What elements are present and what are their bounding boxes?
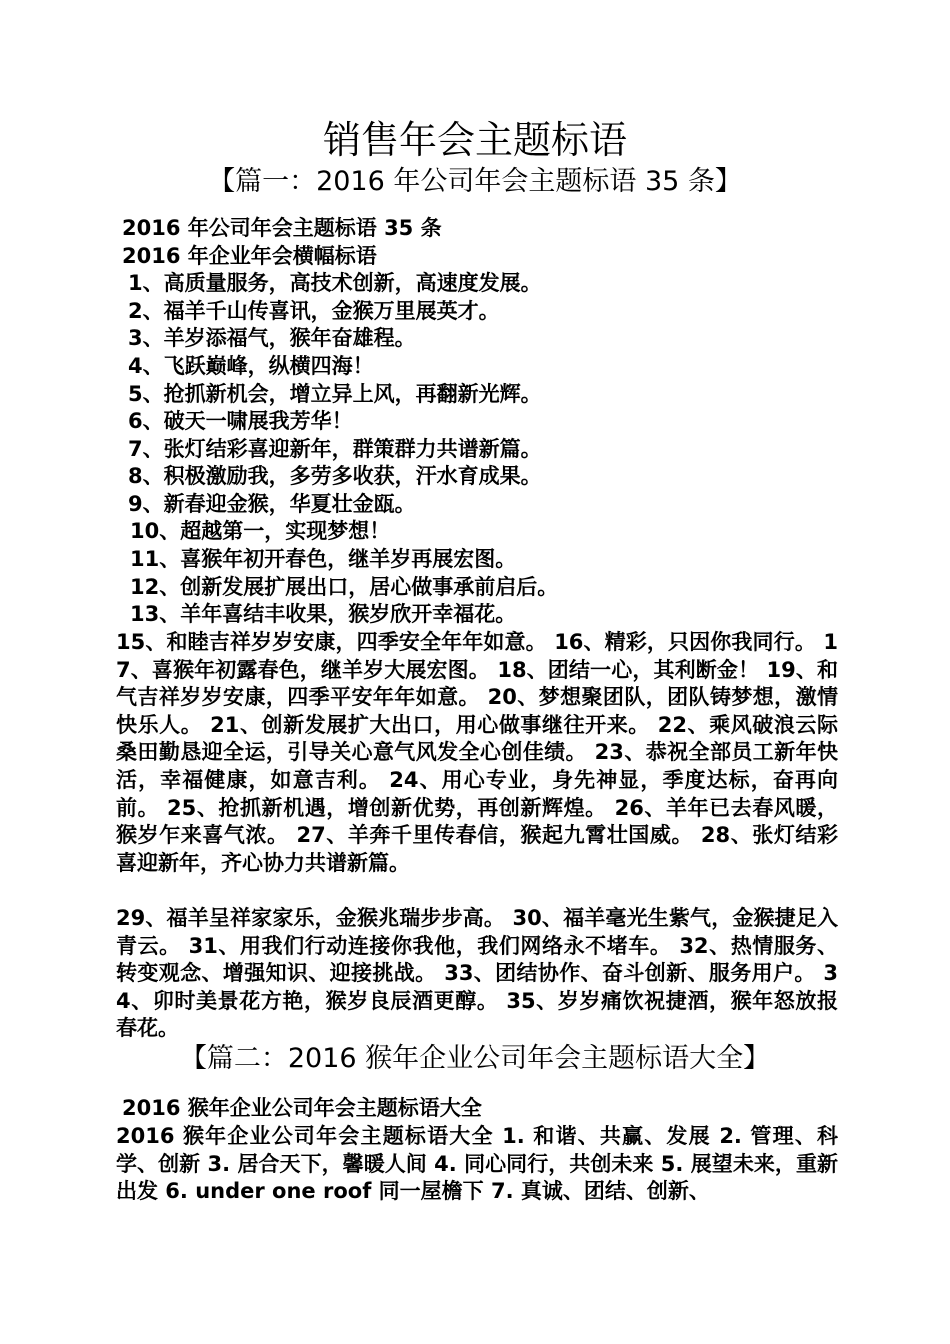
list-item: 12、创新发展扩展出口，居心做事承前启后。 [130, 575, 559, 599]
part2-subtitle: 2016 猴年企业公司年会主题标语大全 [122, 1096, 482, 1120]
paragraph-text: 2016 猴年企业公司年会主题标语大全 1. 和谐、共赢、发展 2. 管理、科学、创新 3. 居合天下，馨暖人间 4. 同心同行，共创未来 5. 展望未来，重新出发 6. under one roof 同一屋檐下 7. 真诚、团结、创新、 [116, 1124, 838, 1204]
slogan-paragraph [116, 629, 838, 877]
list-item: 5、抢抓新机会，增立异上风，再翻新光辉。 [128, 382, 542, 406]
part1-banner-heading: 2016 年企业年会横幅标语 [122, 244, 377, 268]
list-item: 1、高质量服务，高技术创新，高速度发展。 [128, 271, 542, 295]
list-item: 11、喜猴年初开春色，继羊岁再展宏图。 [130, 547, 517, 571]
list-item: 9、新春迎金猴，华夏壮金瓯。 [128, 492, 416, 516]
list-item: 13、羊年喜结丰收果，猴岁欣开幸福花。 [130, 602, 517, 626]
list-item: 10、超越第一，实现梦想！ [130, 519, 391, 543]
part2-heading: 【篇二：2016 猴年企业公司年会主题标语大全】 [179, 1043, 771, 1074]
list-item: 4、飞跃巅峰，纵横四海！ [128, 354, 374, 378]
paragraph-text: 15、和睦吉祥岁岁安康，四季安全年年如意。 16、精彩，只因你我同行。 17、喜猴年初露春色，继羊岁大展宏图。 18、团结一心，其利断金！ 19、和气吉祥岁岁安康，四季平安年年如意。 20、梦想聚团队，团队铸梦想，激情快乐人。 21、创新发展扩大出口，用心做事继往开来。 22、乘风破浪云际桑田勤恳迎全运，引导关心意气风发全心创佳绩。 23、恭祝全部员工新年快活，幸福健康，如意吉利。 24、用心专业，身先神显，季度达标，奋再向前。 25、抢抓新机遇，增创新优势，再创新辉煌。 26、羊年已去春风暖，猴岁乍来喜气浓。 27、羊奔千里传春信，猴起九霄壮国威。 28、张灯结彩喜迎新年，齐心协力共谱新篇。 [116, 630, 838, 875]
list-item: 6、破天一啸展我芳华！ [128, 409, 353, 433]
list-item: 7、张灯结彩喜迎新年，群策群力共谱新篇。 [128, 437, 542, 461]
part1-subtitle: 2016 年公司年会主题标语 35 条 [122, 216, 442, 240]
slogan-paragraph [116, 905, 838, 1043]
list-item: 2、福羊千山传喜讯，金猴万里展英才。 [128, 299, 500, 323]
list-item: 3、羊岁添福气，猴年奋雄程。 [128, 326, 416, 350]
part1-heading: 【篇一：2016 年公司年会主题标语 35 条】 [208, 166, 742, 197]
document-title: 销售年会主题标语 [322, 118, 627, 162]
list-item: 8、积极激励我，多劳多收获，汗水育成果。 [128, 464, 542, 488]
paragraph-text: 29、福羊呈祥家家乐，金猴兆瑞步步高。 30、福羊毫光生紫气，金猴捷足入青云。 31、用我们行动连接你我他，我们网络永不堵车。 32、热情服务、转变观念、增强知识、迎接挑战。 33、团结协作、奋斗创新、服务用户。 34、卯时美景花方艳，猴岁良辰酒更醇。 35、岁岁痛饮祝捷酒，猴年怒放报春花。 [116, 906, 838, 1041]
slogan-paragraph [116, 1123, 838, 1206]
